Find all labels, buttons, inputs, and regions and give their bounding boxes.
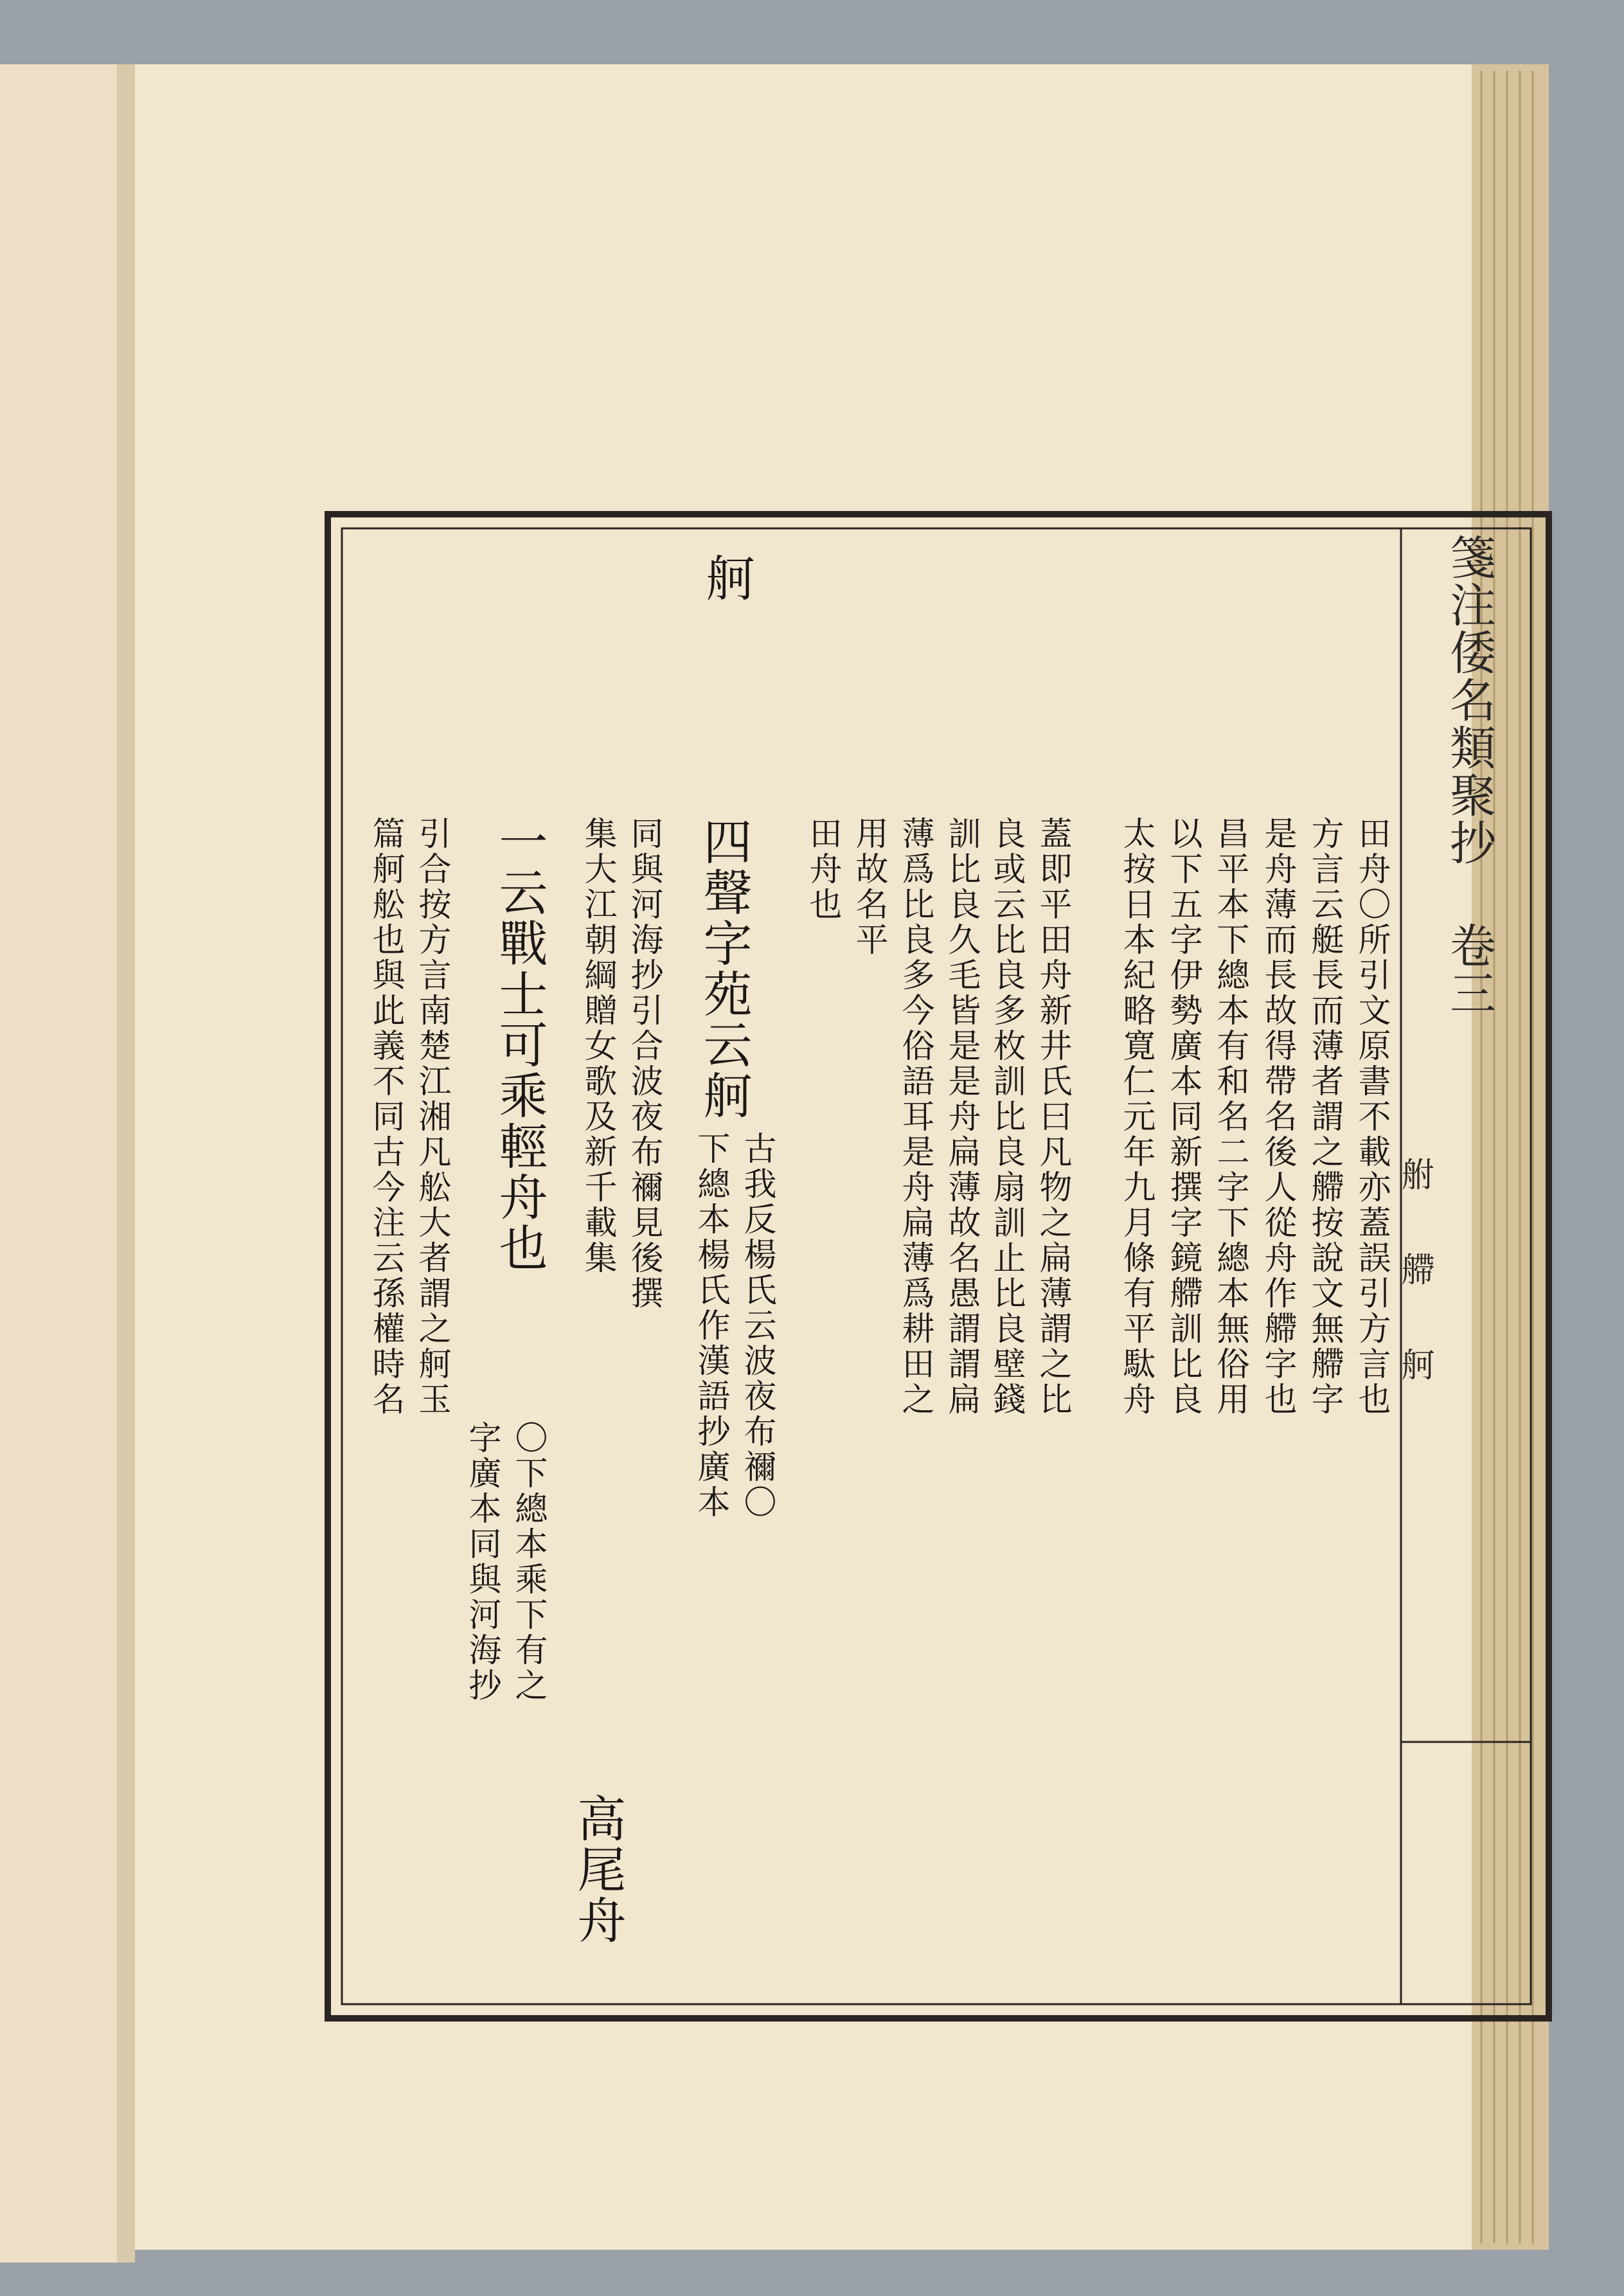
section-char-group: 䑧 艜 舸 <box>1395 1157 1434 1392</box>
text-column: 薄爲比良多今俗語耳是舟扁薄爲耕田之 <box>896 816 934 1417</box>
left-page <box>0 64 129 2263</box>
text-column: 昌平本下總本有和名二字下總本無俗用 <box>1211 816 1249 1417</box>
book-gutter <box>117 64 135 2263</box>
text-column: 方言云艇長而薄者謂之艜按說文無艜字 <box>1305 816 1343 1417</box>
text-column: 訓比良久毛皆是是舟扁薄故名愚謂謂扁 <box>942 816 980 1417</box>
text-column: 是舟薄而長故得帶名後人從舟作艜字也 <box>1258 816 1296 1417</box>
text-column: 田舟〇所引文原書不載亦蓋誤引方言也 <box>1352 816 1390 1417</box>
text-column: 蓋即平田舟新井氏曰凡物之扁薄謂之比 <box>1033 816 1071 1417</box>
annotation-column: 字廣本同與河海抄 <box>463 1421 501 1703</box>
text-column: 同與河海抄引合波夜布禰見後撰 <box>625 816 663 1311</box>
annotation-column: 〇下總本乘下有之 <box>509 1421 547 1703</box>
text-column: 引合按方言南楚江湘凡舩大者謂之舸玉 <box>413 816 451 1417</box>
text-column: 太按日本紀略寛仁元年九月條有平駄舟 <box>1117 816 1155 1417</box>
text-column: 篇舸舩也與此義不同古今注云孫權時名 <box>366 816 404 1417</box>
main-text-column: 四聲字苑云舸 <box>695 816 753 1121</box>
annotation-column: 古我反楊氏云波夜布禰〇 <box>738 1131 776 1520</box>
main-text-column: 高尾舟 <box>569 1793 627 1946</box>
text-column: 田舟也 <box>803 816 841 922</box>
main-text-column: 一云戰士可乘輕舟也 <box>491 816 548 1273</box>
page-edges <box>1472 64 1549 2250</box>
text-column: 良或云比良多枚訓比良扇訓止比良壁錢 <box>987 816 1025 1417</box>
book-side-title: 箋注倭名類聚抄 卷三 <box>1442 534 1496 1017</box>
text-column: 用故名平 <box>850 816 888 958</box>
annotation-column: 下總本楊氏作漢語抄廣本 <box>692 1131 729 1520</box>
text-column: 以下五字伊勢廣本同新撰字鏡艜訓比良 <box>1164 816 1202 1417</box>
entry-heading: 舸 <box>698 553 755 607</box>
text-column: 集大江朝綱贈女歌及新千載集 <box>578 816 616 1276</box>
